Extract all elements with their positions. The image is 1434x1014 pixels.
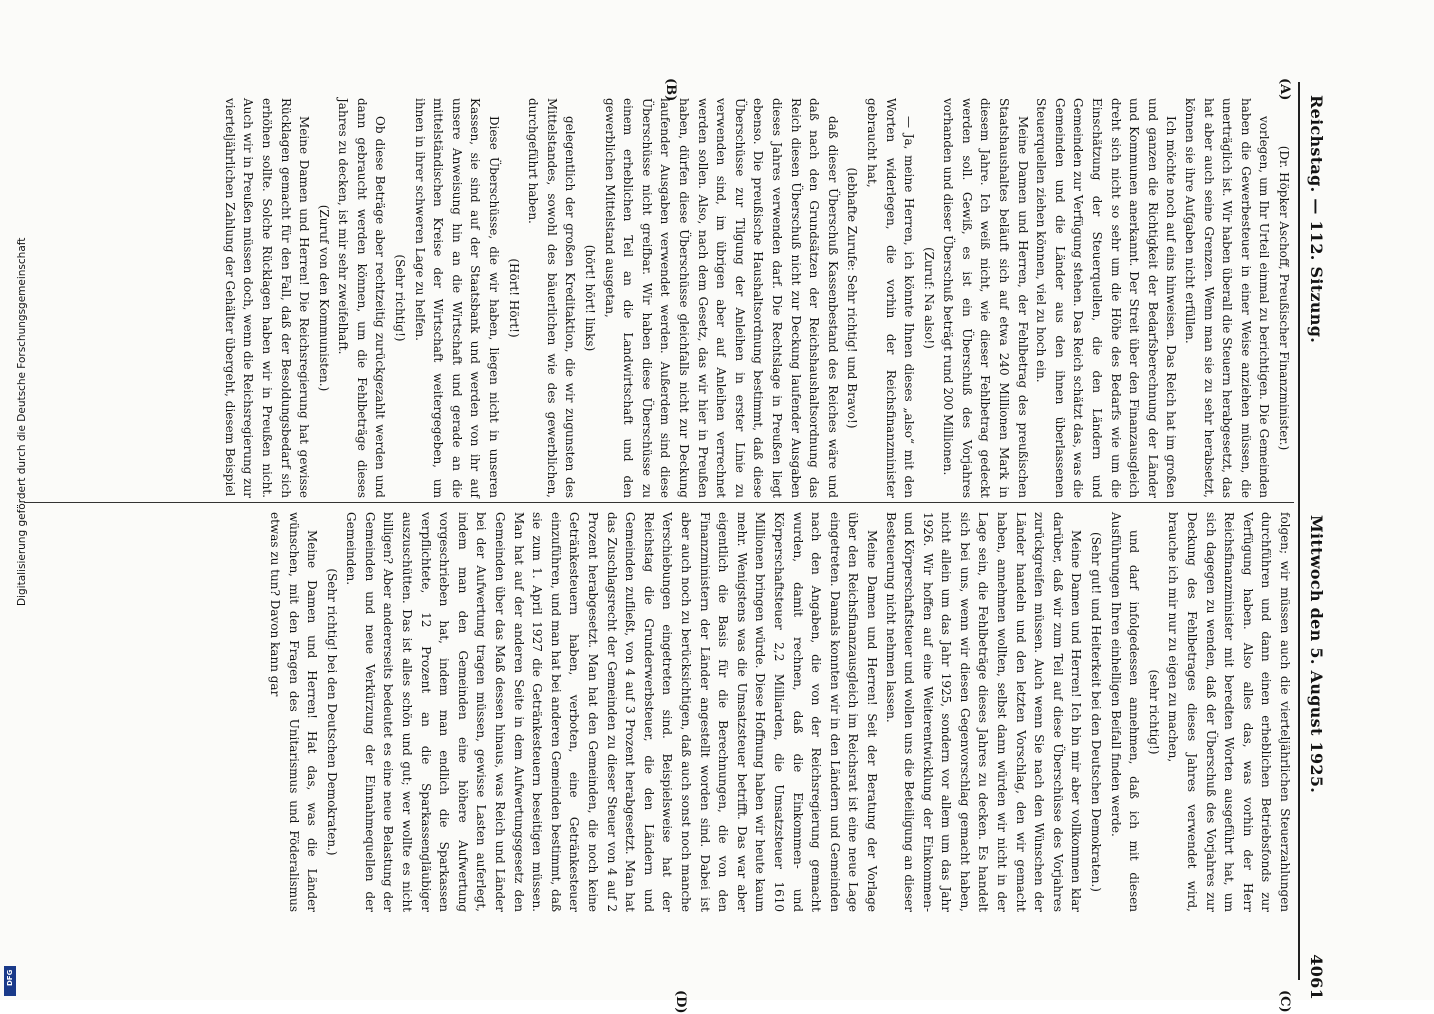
interjection: (Sehr richtig! bei den Deutschen Demokraten.) (324, 568, 339, 856)
digitization-credit: Digitalisierung gefördert durch die Deutsche Forschungsgemeinschaft (16, 237, 28, 606)
paragraph: und darf infolgedessen annehmen, daß ich mit diesen Ausführungen Ihren einhelligen Beifall finden werde. (1108, 512, 1142, 912)
paragraph: Meine Damen und Herren, der Fehlbetrag des preußischen Staatshaushaltes beläuft sich auf etwa 240 Millionen Mark in diesem Jahre. Ich weiß nicht, wie dieser Fehlbetrag gedeckt werden soll. Gewiß, es ist ein Überschuß des Vorjahres vorhanden und dieser Überschuß beträgt rund 200 Millionen. (941, 98, 1030, 498)
dfg-logo-text: DFG (6, 969, 14, 986)
paragraph: Ich möchte noch auf eins hinweisen. Das Reich hat im großen und ganzen die Richtigkeit der Bedarfsberechnung der Länder und Kommunen anerkannt. Der Streit über den Finanzausgleich dreht sich nicht so sehr um die Höhe des Bedarfs wie um die Einschätzung der Steuerquellen, die den Ländern und Gemeinden zur Verfügung stehen. Das Reich schätzt das, was die Gemeinden und die Länder aus den ihnen überlassenen Steuerquellen ziehen können, viel zu hoch ein. (1034, 98, 1179, 498)
interjection: (Sehr gut! und Heiterkeit bei den Deutschen Demokraten.) (1089, 532, 1104, 892)
margin-letter-d: (D) (673, 990, 688, 1014)
paragraph: Ob diese Beträge aber rechtzeitig zurückgezahlt werden und dann gebraucht werden können, um die Fehlbeträge dieses Jahres zu decken, ist mir sehr zweifelhaft. (336, 98, 388, 498)
paragraph: Meine Damen und Herren! Seit der Beratung der Vorlage über den Reichsfinanzausgleich im Reichsrat ist eine neue Lage eingetreten. Damals konnten wir in den Ländern und Gemeinden nach den Angaben, die von der Reichsregierung gemacht wurden, damit rechnen, daß die Einkommen- und Körperschaftsteuer 2,2 Milliarden, die Umsatzsteuer 1610 Millionen bringen würde. Diese Hoffnung haben wir heute kaum mehr. Wenigstens was die Umsatzsteuer betrifft. Das war aber eigentlich die Basis für die Berechnungen, die von den Finanzministern der Länder angestellt worden sind. Dabei ist aber auch noch zu berücksichtigen, daß auch sonst noch manche Verschiebungen eingetreten sind. Beispielsweise hat der Reichstag die Grunderwerbsteuer, die den Ländern und Gemeinden zufließt, von 4 auf 3 Prozent herabgesetzt. Man hat das Zuschlagsrecht der Gemeinden zu dieser Steuer von 4 auf 2 Prozent herabgesetzt. Man hat den Gemeinden, die noch keine Getränkesteuern haben, verboten, eine Getränkesteuer einzuführen, und man hat bei anderen Gemeinden bestimmt, daß sie zum 1. April 1927 die Getränkesteuern beseitigen müssen. Man hat auf der anderen Seite in dem Aufwertungsgesetz den Gemeinden über das Maß dessen hinaus, was Reich und Länder bei der Aufwertung tragen müssen, gewisse Lasten auferlegt, indem man den Gemeinden eine höhere Aufwertung vorgeschrieben hat, indem man endlich die Sparkassen verpflichtete, 12 Prozent an die Sparkassengläubiger auszuschütten. Das ist alles schön und gut; wer wollte es nicht billigen? Aber andererseits bedeutet es eine neue Belastung der Gemeinden und neue Verkürzung der Einnahmequellen der Gemeinden. (344, 512, 879, 912)
margin-letter-c: (C) (1277, 990, 1292, 1013)
dfg-logo-icon (4, 966, 16, 996)
page-number: 4061 (1307, 954, 1326, 1000)
paragraph: — Ja, meine Herren, ich könnte Ihnen dieses „also“ mit den Worten widerlegen, die vorhin der Reichsfinanzminister gebraucht hat, (864, 98, 917, 498)
interjection: (lebhafte Zurufe: Sehr richtig! und Bravo!) (845, 167, 860, 429)
paragraph: daß dieser Überschuß Kassenbestand des Reiches wäre und daß nach den Grundsätzen der Reichshaushaltsordnung das Reich diesen Überschuß nicht zur Deckung laufender Ausgaben dieses Jahres verwenden darf. Die Rechtslage in Preußen liegt ebenso. Die preußische Haushaltsordnung bestimmt, daß diese Überschüsse zur Tilgung der Anleihen in erster Linie zu verwenden sind, im übrigen aber auf Anleihen verrechnet werden sollen. Also, nach dem Gesetz, das wir hier in Preußen haben, dürfen diese Überschüsse gleichfalls nicht zur Deckung laufender Ausgaben verwendet werden. Außerdem sind diese Überschüsse nicht greifbar. Wir haben diese Überschüsse zu einem erheblichen Teil an die Landwirtschaft und den gewerblichen Mittelstand ausgetan, (602, 98, 840, 498)
interjection: (Zuruf: Na also!) (921, 247, 936, 349)
right-column (14, 512, 1294, 912)
header-date: Mittwoch den 5. August 1925. (1307, 515, 1326, 794)
margin-letter-b: (B) (663, 78, 678, 102)
interjection: (Zuruf von den Kommunisten.) (316, 204, 331, 392)
paragraph: Meine Damen und Herren! Hat das, was die Länder wünschen, mit den Fragen des Unitarismus und Föderalismus etwas zu tun? Davon kann gar (267, 512, 320, 912)
interjection: (sehr richtig!) (1146, 669, 1161, 755)
paragraph: gelegentlich der großen Kreditaktion, die wir zugunsten des Mittelstandes, sowohl des bäuerlichen wie des gewerblichen, durchgeführt haben. (526, 98, 578, 498)
paragraph: folgen; wir müssen auch die vierteljährlichen Steuerzahlungen durchführen und dann einen erheblichen Betriebsfonds zur Verfügung haben. Also alles das, was vorhin der Herr Reichsfinanzminister mit beredten Worten ausgeführt hat, um sich dagegen zu wenden, daß der Überschuß des Vorjahres zur Deckung des Fehlbetrages dieses Jahres verwendet wird, brauche ich mir nur zu eigen zu machen, (1166, 512, 1292, 912)
left-column (14, 98, 1294, 498)
interjection: (Hört! Hört!) (506, 258, 521, 338)
header-left: Reichstag. — 112. Sitzung. (1307, 95, 1326, 344)
paragraph: Meine Damen und Herren! Die Reichsregierung hat gewisse Rücklagen gemacht für den Fall, daß der Besoldungsbedarf sich erhöhen sollte. Solche Rücklagen haben wir in Preußen nicht. Auch wir in Preußen müssen doch, wenn die Reichsregierung zur vierteljährlichen Zahlung der Gehälter übergeht, diesem Beispiel (222, 98, 312, 498)
column-divider (24, 502, 1294, 503)
margin-letter-a: (A) (1277, 78, 1292, 101)
speaker-line: (Dr. Höpker Aschoff, Preußischer Finanzminister.) (1277, 145, 1291, 451)
paragraph: Diese Überschüsse, die wir haben, liegen nicht in unseren Kassen, sie sind auf der Staatsbank und werden von ihr auf unsere Anweisung hin an die Wirtschaft und gerade an die mittelständischen Kreise der Wirtschaft weitergegeben, um ihnen in ihrer schweren Lage zu helfen. (412, 98, 502, 498)
header-rule (1298, 82, 1300, 980)
sidebar (2, 0, 28, 1000)
interjection: (hört! hört! links) (583, 244, 598, 352)
paragraph: Meine Damen und Herren! Ich bin mir aber vollkommen klar darüber, daß wir zum Teil auf diese Überschüsse des Vorjahres zurückgreifen müssen. Auch wenn Sie nach den Wünschen der Länder handeln und den letzten Vorschlag, den wir gemacht haben, annehmen wollten, selbst dann würden wir nicht in der Lage sein, die Fehlbeträge dieses Jahres zu decken. Es handelt sich bei uns, wenn wir diesen Gegenvorschlag gemacht haben, nicht allein um das Jahr 1925, sondern vor allem um das Jahr 1926. Wir hoffen auf eine Weiterentwicklung der Einkommen- und Körperschaftsteuer und wollen uns die Beteiligung an dieser Besteuerung nicht nehmen lassen. (883, 512, 1084, 912)
interjection: (Sehr richtig!) (393, 254, 408, 342)
paragraph: vorlegen, um Ihr Urteil einmal zu berichtigen. Die Gemeinden haben die Gewerbesteuer in einer Weise anziehen müssen, die unerträglich ist. Wir haben überall die Steuern herabgesetzt, das hat aber auch seine Grenzen. Wenn man sie zu sehr herabsetzt, können sie ihre Aufgaben nicht erfüllen. (1183, 98, 1272, 498)
